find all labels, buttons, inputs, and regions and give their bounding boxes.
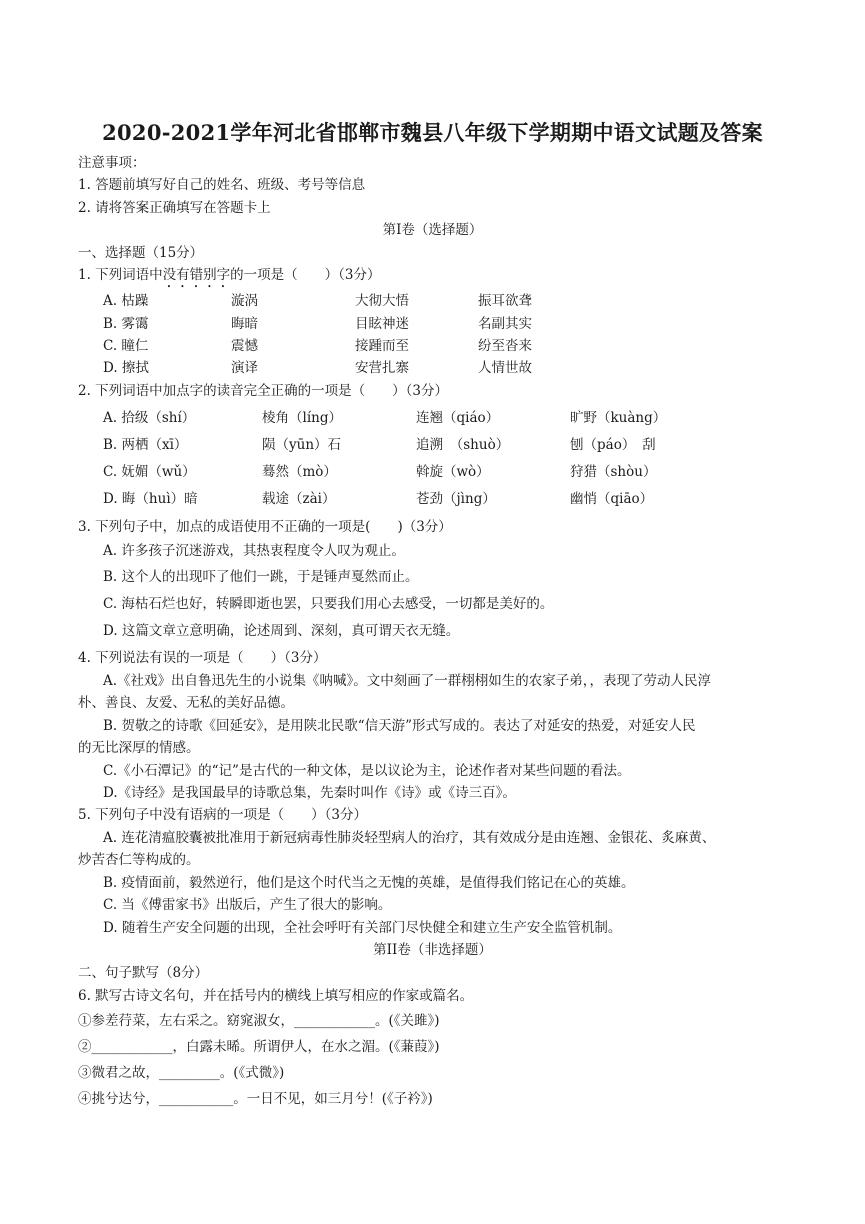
question-2-stem: 2. 下列词语中加点字的读音完全正确的一项是（ ）（3分） [78, 383, 449, 399]
q2-row-d-1: D. 晦（huì）暗 [103, 491, 198, 507]
notice-item: 1. 答题前填写好自己的姓名、班级、考号等信息 [78, 177, 366, 193]
q4-option-a: A.《社戏》出自鲁迅先生的小说集《呐喊》。文中刻画了一群栩栩如生的农家子弟，，表现了劳动人民淳 [103, 673, 712, 689]
q1-row-c-1: C. 瞳仁 [103, 338, 149, 354]
q1-row-a-2: 漩涡 [231, 293, 258, 309]
q2-row-d-2: 载途（zài） [262, 491, 336, 507]
q5-option-d: D. 随着生产安全问题的出现，全社会呼吁有关部门尽快健全和建立生产安全监管机制。 [103, 920, 622, 936]
notice-heading: 注意事项： [78, 155, 146, 171]
q2-row-a-1: A. 拾级（shí） [103, 410, 196, 426]
q6-line-1: ①参差荇菜，左右采之。窈窕淑女，____________。(《关雎》) [78, 1013, 440, 1029]
q2-row-b-4: 刨（páo） 刮 [570, 437, 656, 453]
q2-row-c-3: 斡旋（wò） [416, 464, 490, 480]
q1-row-b-4: 名副其实 [478, 316, 532, 332]
q6-line-4: ④挑兮达兮，___________。一日不见，如三月兮！(《子衿》) [78, 1091, 433, 1107]
q2-row-a-4: 旷野（kuàng） [570, 410, 667, 426]
q4-option-b: B. 贺敬之的诗歌《回延安》，是用陕北民歌“信天游”形式写成的。表达了对延安的热爱，对延安人民 [103, 718, 696, 734]
q1-row-c-4: 纷至沓来 [478, 338, 532, 354]
stem-part: 1. 下列词语中 [78, 267, 163, 283]
q3-option-b: B. 这个人的出现吓了他们一跳，于是锤声戛然而止。 [103, 569, 419, 585]
question-4-stem: 4. 下列说法有误的一项是（ ）（3分） [78, 650, 327, 666]
q1-row-b-3: 目眩神迷 [355, 316, 409, 332]
q4-option-c: C.《小石潭记》的“记”是古代的一种文体，是以议论为主，论述作者对某些问题的看法。 [103, 763, 631, 779]
stem-emphasis: 没有错别字 [162, 267, 231, 283]
q5-option-a: A. 连花清瘟胶囊被批准用于新冠病毒性肺炎轻型病人的治疗，其有效成分是由连翘、金银花、炙麻黄、 [103, 830, 716, 846]
q4-option-b-cont: 的无比深厚的情感。 [78, 740, 200, 756]
document-title: 2020-2021学年河北省邯郸市魏县八年级下学期期中语文试题及答案 [102, 120, 763, 145]
stem-part: 的一项是（ ）（3分） [230, 267, 381, 283]
q1-row-a-3: 大彻大悟 [355, 293, 409, 309]
q2-row-b-2: 陨（yūn）石 [262, 437, 342, 453]
notice-item: 2. 请将答案正确填写在答题卡上 [78, 200, 271, 216]
question-6-stem: 6. 默写古诗文名句，并在括号内的横线上填写相应的作家或篇名。 [78, 988, 474, 1004]
q2-row-d-3: 苍劲（jìng） [416, 491, 496, 507]
q1-row-c-2: 震憾 [231, 338, 258, 354]
q2-row-a-2: 棱角（líng） [262, 410, 342, 426]
question-5-stem: 5. 下列句子中没有语病的一项是（ ）（3分） [78, 807, 368, 823]
q2-row-c-2: 蓦然（mò） [262, 464, 337, 480]
section-1-heading: 一、选择题（15分） [78, 245, 204, 261]
q1-row-d-1: D. 擦拭 [103, 360, 149, 376]
question-1-stem [78, 266, 381, 291]
part-2-title: 第II卷（非选择题） [373, 942, 492, 958]
part-1-title: 第I卷（选择题） [382, 222, 483, 238]
q1-row-d-3: 安营扎寨 [355, 360, 409, 376]
q2-row-d-4: 幽悄（qiāo） [570, 491, 654, 507]
q4-option-d: D.《诗经》是我国最早的诗歌总集，先秦时叫作《诗》或《诗三百》。 [103, 785, 516, 801]
q3-option-a: A. 许多孩子沉迷游戏，其热衷程度令人叹为观止。 [103, 543, 405, 559]
q2-row-c-1: C. 妩媚（wǔ） [103, 464, 196, 480]
q5-option-b: B. 疫情面前，毅然逆行，他们是这个时代当之无愧的英雄，是值得我们铭记在心的英雄。 [103, 875, 635, 891]
q5-option-a-cont: 炒苦杏仁等构成的。 [78, 852, 200, 868]
q2-row-b-3: 追溯 （shuò） [416, 437, 510, 453]
q1-row-b-1: B. 雾霭 [103, 316, 149, 332]
q2-row-c-4: 狩猎（shòu） [570, 464, 657, 480]
q3-option-d: D. 这篇文章立意明确，论述周到、深刻，真可谓天衣无缝。 [103, 623, 460, 639]
q6-line-2: ②____________，白露未晞。所谓伊人，在水之湄。(《蒹葭》) [78, 1039, 440, 1055]
q1-row-c-3: 接踵而至 [355, 338, 409, 354]
q1-row-a-1: A. 枯躁 [103, 293, 149, 309]
section-2-heading: 二、句子默写（8分） [78, 965, 209, 981]
q6-line-3: ③微君之故，_________。(《式微》) [78, 1065, 285, 1081]
q2-row-a-3: 连翘（qiáo） [416, 410, 500, 426]
q1-row-a-4: 振耳欲聋 [478, 293, 532, 309]
question-3-stem: 3. 下列句子中，加点的成语使用不正确的一项是( )（3分） [78, 519, 452, 535]
q2-row-b-1: B. 两栖（xī） [103, 437, 188, 453]
q3-option-c: C. 海枯石烂也好，转瞬即逝也罢，只要我们用心去感受，一切都是美好的。 [103, 596, 554, 612]
q5-option-c: C. 当《傅雷家书》出版后，产生了很大的影响。 [103, 897, 392, 913]
q1-row-b-2: 晦暗 [231, 316, 258, 332]
q4-option-a-cont: 朴、善良、友爱、无私的美好品德。 [78, 695, 294, 711]
q1-row-d-2: 演译 [231, 360, 258, 376]
q1-row-d-4: 人情世故 [478, 360, 532, 376]
